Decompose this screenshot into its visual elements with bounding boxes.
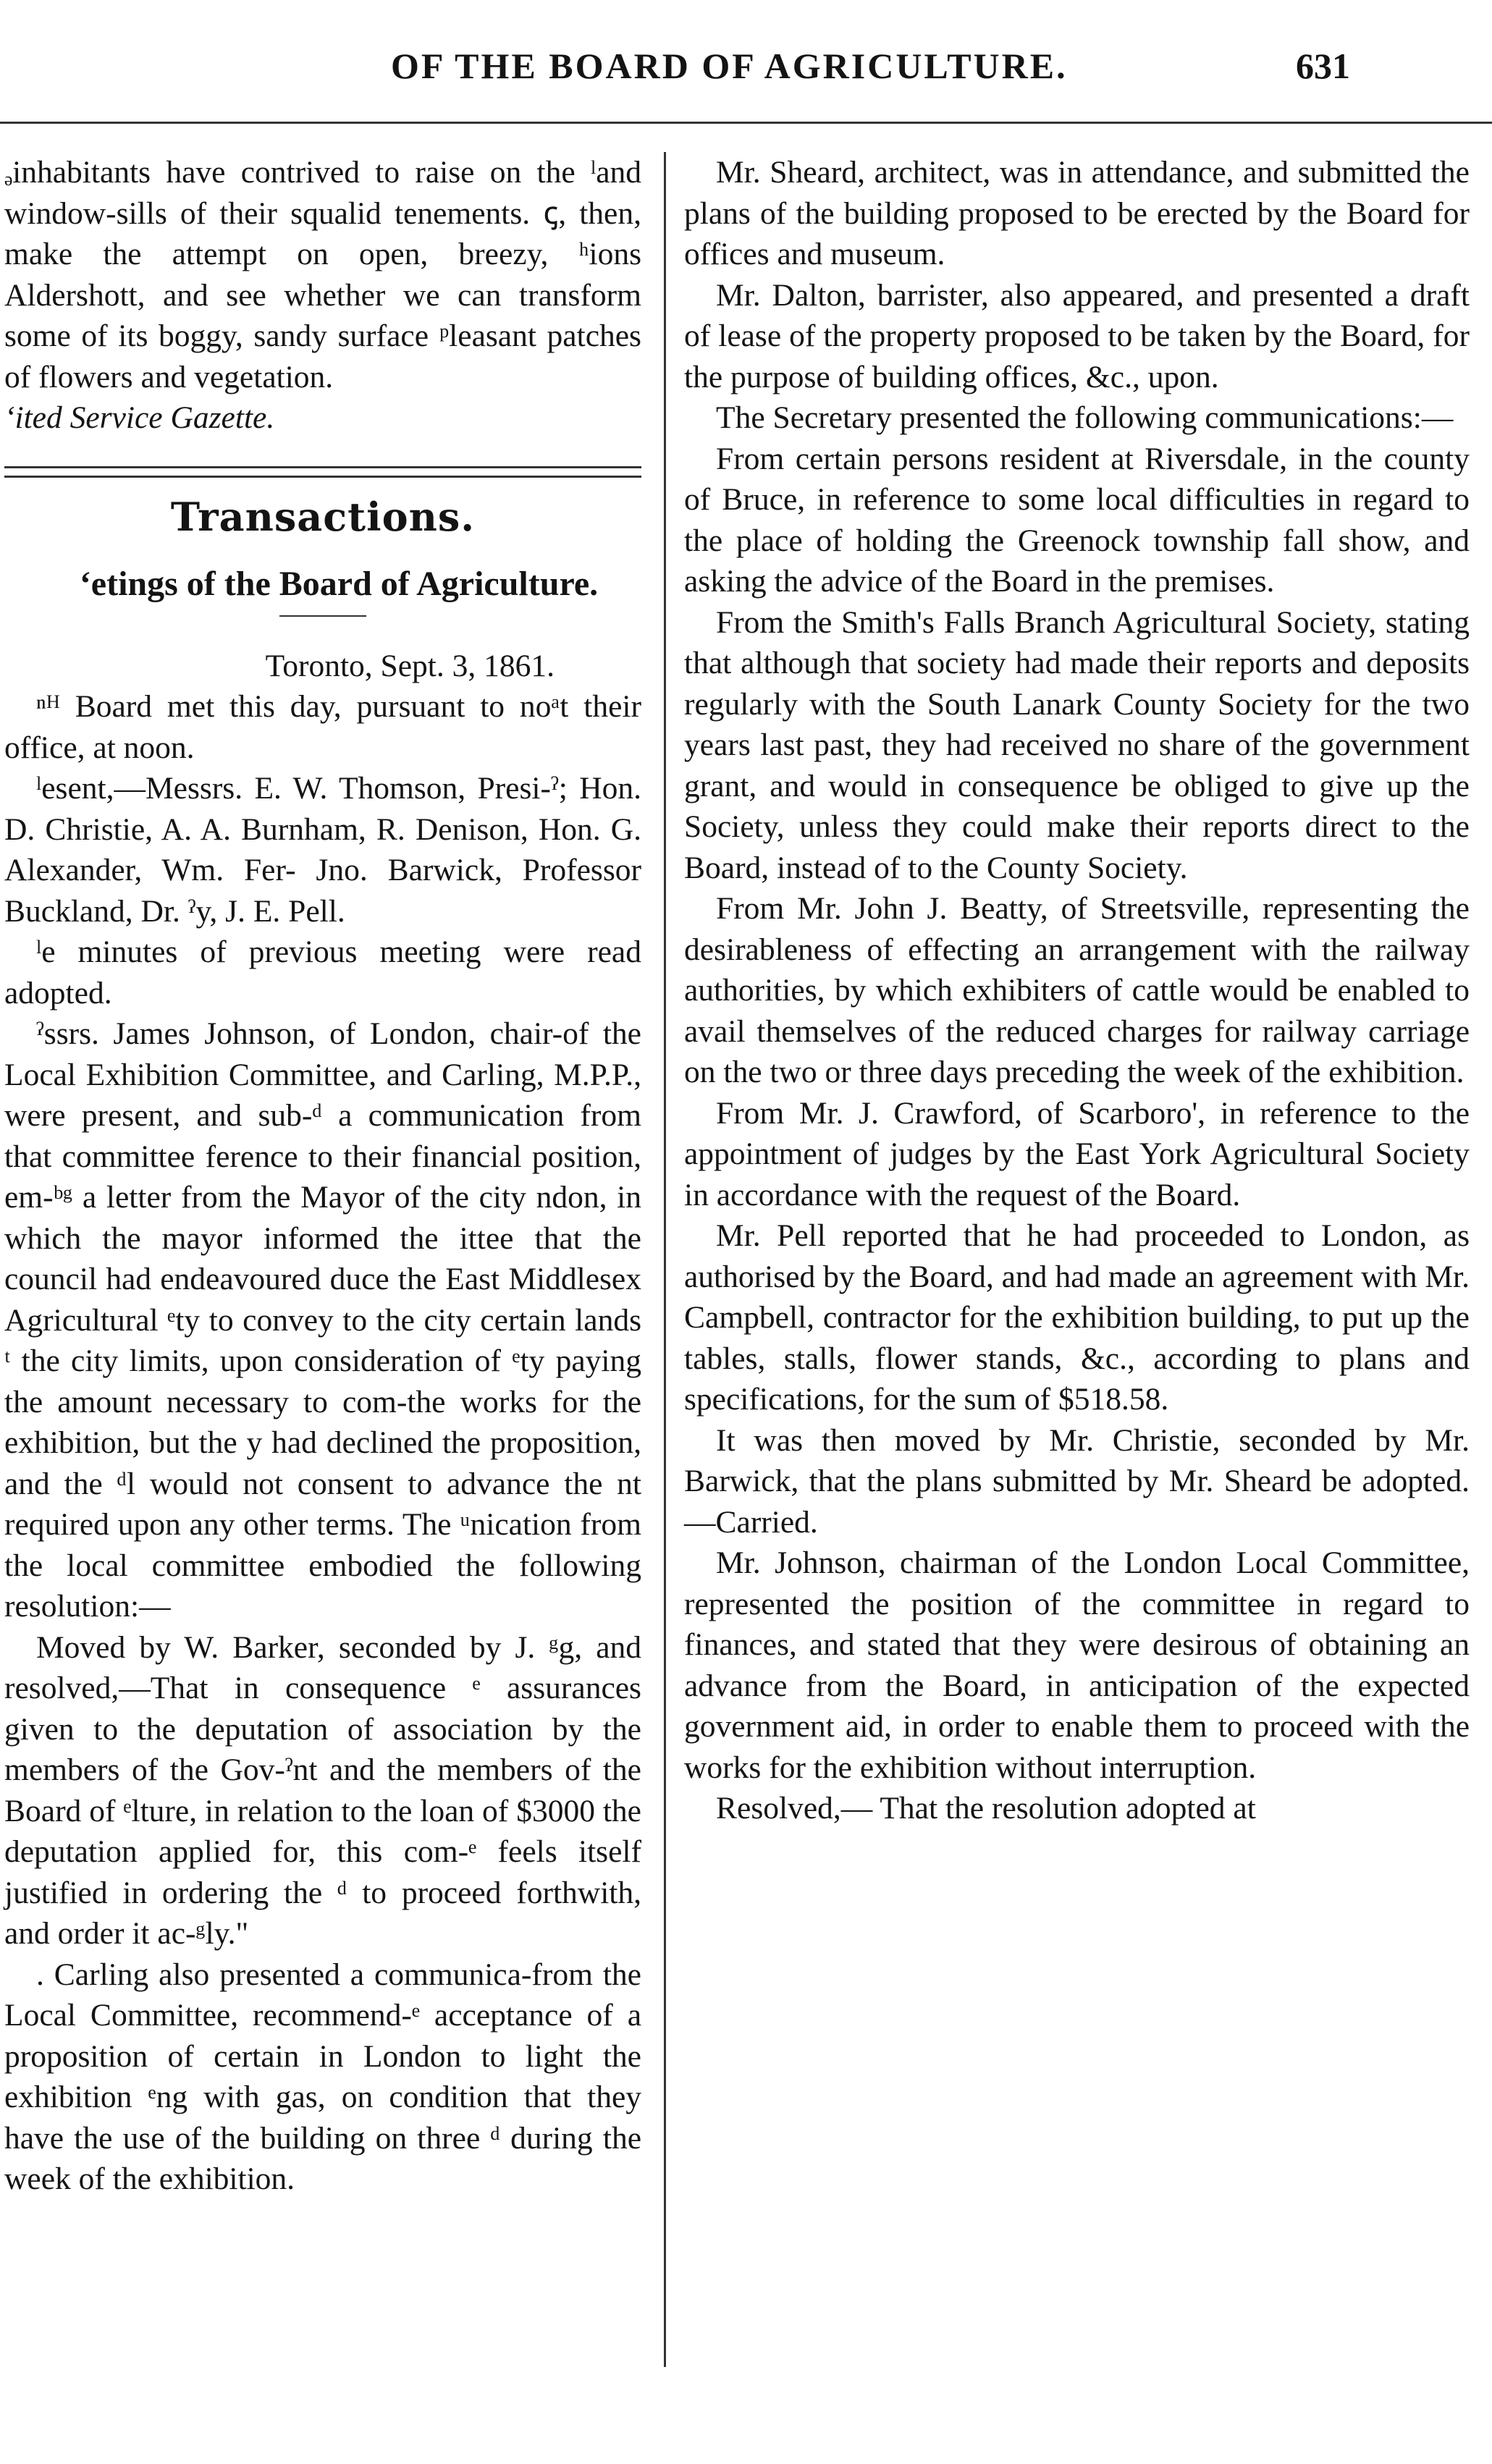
column-divider	[664, 152, 666, 2367]
section-heading: Transactions.	[170, 493, 476, 540]
paragraph: ˡe minutes of previous meeting were read adopted.	[4, 934, 641, 1011]
paragraph: It was then moved by Mr. Christie, seconded by Mr. Barwick, that the plans submitted by Mr. Sheard be adopted.—Carried.	[684, 1422, 1470, 1540]
paragraph: From Mr. John J. Beatty, of Streetsville, representing the desirableness of effecting an arrangement with the railway authorities, by which exhibiters of cattle would be enabled to avail themselves of the reduced charges for railway carriage on the two or three days preceding the week of the exhibition.	[684, 891, 1470, 1089]
subheading: ʻetings of the Board of Agriculture.	[79, 564, 599, 603]
paragraph: Mr. Pell reported that he had proceeded to London, as authorised by the Board, and had made an agreement with Mr. Campbell, contractor for the exhibition building, to put up the tables, stalls, flower stands, &c., according to plans and specifications, for the sum of $518.58.	[684, 1218, 1470, 1417]
left-column	[4, 152, 641, 2200]
running-title: OF THE BOARD OF AGRICULTURE.	[391, 46, 1068, 86]
paragraph: Moved by W. Barker, seconded by J. ᵍg, and resolved,—That in consequence ᵉ assurances given to the deputation of association by the members of the Gov-ˀnt and the members of the Board of ᵉlture, in relation to the loan of $3000 the deputation applied for, this com-ᵉ feels itself justified in ordering the ᵈ to proceed forthwith, and order it ac-ᵍly."	[4, 1629, 641, 1951]
paragraph: ⁿᴴ Board met this day, pursuant to noᵃt their office, at noon.	[4, 689, 641, 765]
dateline: Toronto, Sept. 3, 1861.	[265, 648, 555, 683]
paragraph: . Carling also presented a communica-from the Local Committee, recommend-ᵉ acceptance of a proposition of certain in London to light the exhibition ᵉng with gas, on condition that they have the use of the building on three ᵈ during the week of the exhibition.	[4, 1957, 641, 2196]
paragraph: The Secretary presented the following communications:—	[716, 400, 1454, 435]
paragraph: ₔinhabitants have contrived to raise on the ˡand window-sills of their squalid tenements. ꞔ, then, make the attempt on open, breezy, ʰions Aldershott, and see whether we can transform some of its boggy, sandy surface ᵖleasant patches of flowers and vegetation.	[4, 155, 641, 395]
section-divider	[4, 466, 641, 478]
page-number: 631	[1296, 46, 1350, 86]
paragraph: From certain persons resident at Riversdale, in the county of Bruce, in reference to some local difficulties in regard to the place of holding the Greenock township fall show, and asking the advice of the Board in the premises.	[684, 441, 1470, 599]
header-rule	[0, 122, 1492, 124]
paragraph: Resolved,— That the resolution adopted at	[716, 1791, 1256, 1826]
page-header	[0, 29, 1492, 101]
subheading-rule	[279, 615, 366, 617]
right-column	[684, 152, 1470, 1829]
paragraph: From Mr. J. Crawford, of Scarboro', in reference to the appointment of judges by the East York Agricultural Society in accordance with the request of the Board.	[684, 1095, 1470, 1212]
paragraph: Mr. Dalton, barrister, also appeared, and presented a draft of lease of the property proposed to be taken by the Board, for the purpose of building offices, &c., upon.	[684, 277, 1470, 395]
paragraph: Mr. Johnson, chairman of the London Local Committee, represented the position of the committee in regard to finances, and stated that they were desirous of obtaining an advance from the Board, in anticipation of the expected government aid, in order to enable them to proceed with the works for the exhibition without interruption.	[684, 1545, 1470, 1785]
paragraph: From the Smith's Falls Branch Agricultural Society, stating that although that society had made their reports and deposits regularly with the South Lanark County Society for the two years last past, they had received no share of the government grant, and would in consequence be obliged to give up the Society, unless they could make their reports direct to the Board, instead of to the County Society.	[684, 604, 1470, 885]
paragraph: Mr. Sheard, architect, was in attendance, and submitted the plans of the building proposed to be erected by the Board for offices and museum.	[684, 155, 1470, 271]
paragraph: ˀssrs. James Johnson, of London, chair-of the Local Exhibition Committee, and Carling, M.P.P., were present, and sub-ᵈ a communication from that committee ference to their financial position, em-ᵇᵍ a letter from the Mayor of the city ndon, in which the mayor informed the ittee that the council had endeavoured duce the East Middlesex Agricultural ᵉty to convey to the city certain lands ᵗ the city limits, upon consideration of ᵉty paying the amount necessary to com-the works for the exhibition, but the y had declined the proposition, and the ᵈl would not consent to advance the nt required upon any other terms. The ᵘnication from the local committee embodied the following resolution:—	[4, 1016, 641, 1624]
paragraph: ˡesent,—Messrs. E. W. Thomson, Presi-ˀ; Hon. D. Christie, A. A. Burnham, R. Denison, Hon. G. Alexander, Wm. Fer- Jno. Barwick, Professor Buckland, Dr. ˀy, J. E. Pell.	[4, 771, 641, 929]
source-citation: ʻited Service Gazette.	[4, 400, 275, 435]
